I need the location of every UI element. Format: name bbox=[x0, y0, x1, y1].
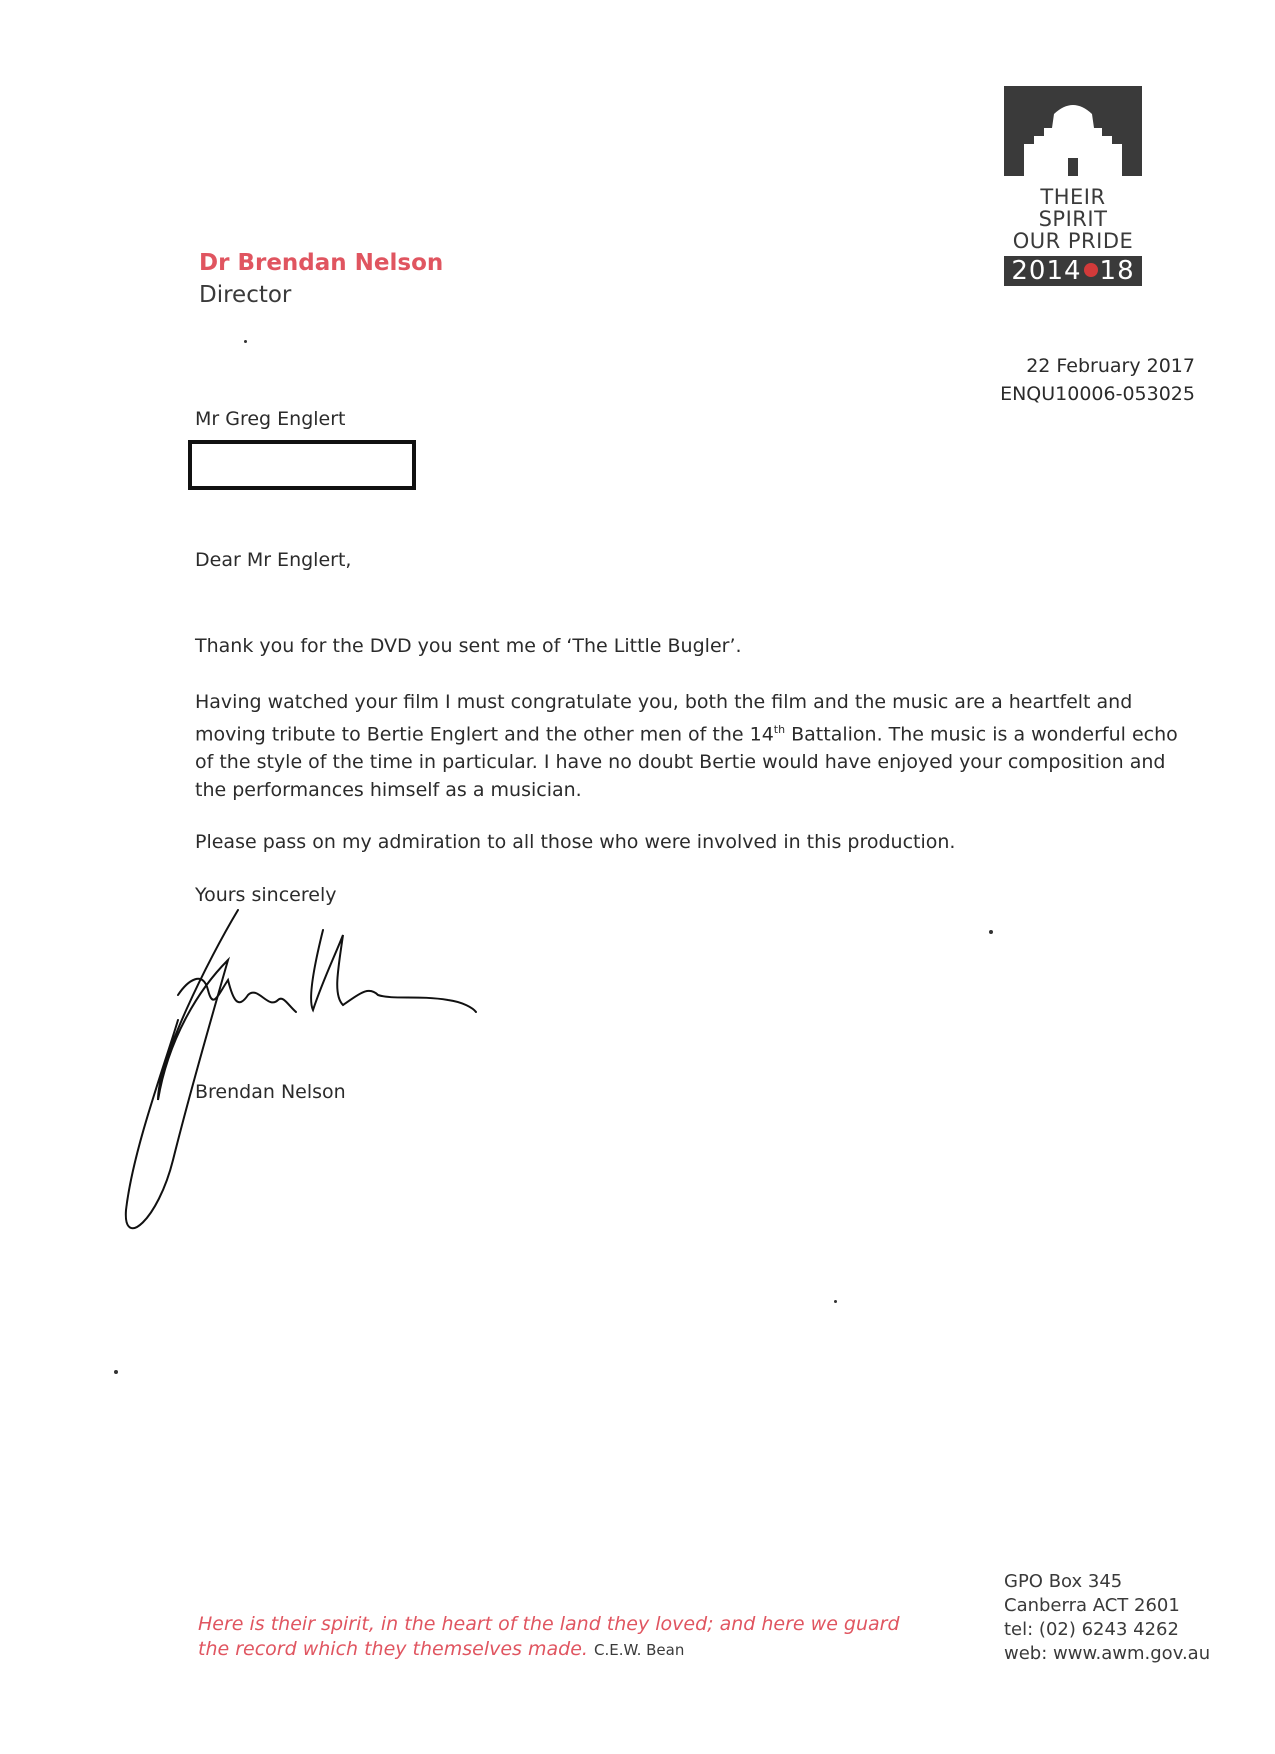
signed-name: Brendan Nelson bbox=[195, 1081, 346, 1103]
scan-speck bbox=[989, 930, 993, 934]
paragraph-2-part-b: Battalion. The music is a wonderful echo of the style of the time in particular. I have no doubt Bertie would have enjoyed your composition and the performances himself as a musician. bbox=[195, 723, 1178, 802]
sender-title: Director bbox=[199, 282, 292, 308]
date-reference-block bbox=[1000, 352, 1195, 408]
sender-name: Dr Brendan Nelson bbox=[199, 250, 444, 276]
poppy-icon bbox=[1084, 263, 1098, 277]
paragraph-2 bbox=[195, 688, 1195, 804]
scan-speck bbox=[114, 1370, 118, 1374]
salutation: Dear Mr Englert, bbox=[195, 549, 352, 571]
logo-year-end: 18 bbox=[1099, 256, 1135, 286]
logo-year-start: 2014 bbox=[1011, 256, 1082, 286]
ordinal-suffix: th bbox=[773, 723, 786, 736]
recipient-name: Mr Greg Englert bbox=[195, 408, 346, 430]
logo-line-1: THEIR SPIRIT bbox=[1038, 185, 1108, 231]
letter-date: 22 February 2017 bbox=[1026, 355, 1195, 377]
logo-line-2: OUR PRIDE bbox=[1012, 229, 1134, 253]
scan-speck bbox=[244, 340, 247, 343]
scan-speck bbox=[834, 1300, 837, 1303]
address-line-2: Canberra ACT 2601 bbox=[1004, 1595, 1180, 1616]
handwritten-signature bbox=[118, 900, 518, 1240]
phone-number: tel: (02) 6243 4262 bbox=[1004, 1619, 1179, 1640]
website: web: www.awm.gov.au bbox=[1004, 1643, 1211, 1664]
address-line-1: GPO Box 345 bbox=[1004, 1571, 1123, 1592]
closing: Yours sincerely bbox=[195, 884, 337, 906]
paragraph-1: Thank you for the DVD you sent me of ‘The Little Bugler’. bbox=[195, 635, 742, 657]
footer-quote bbox=[198, 1612, 918, 1663]
logo-years bbox=[1004, 256, 1142, 286]
quote-author: C.E.W. Bean bbox=[593, 1641, 685, 1659]
awm-logo bbox=[1004, 86, 1142, 286]
reference-number: ENQU10006-053025 bbox=[1000, 383, 1195, 405]
paragraph-3: Please pass on my admiration to all those who were involved in this production. bbox=[195, 831, 956, 853]
paragraph-2-part-a: Having watched your film I must congratulate you, both the film and the music are a heartfelt and moving tribute to Bertie Englert and the other men of the 14 bbox=[195, 691, 1133, 746]
footer-address bbox=[1004, 1570, 1210, 1666]
memorial-building-icon bbox=[1004, 86, 1142, 176]
redacted-address-box bbox=[188, 440, 416, 490]
quote-text: Here is their spirit, in the heart of the land they loved; and here we guard the record which they themselves made. bbox=[198, 1613, 900, 1660]
